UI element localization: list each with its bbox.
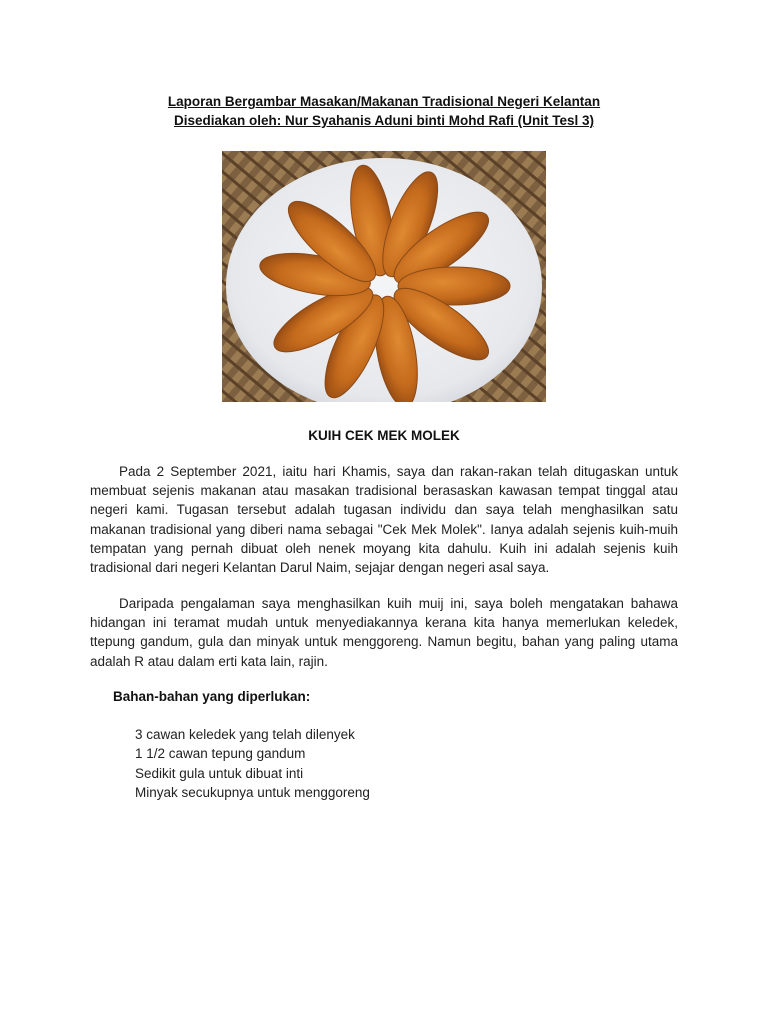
dish-title: KUIH CEK MEK MOLEK [308,428,460,443]
report-title: Laporan Bergambar Masakan/Makanan Tradisional Negeri Kelantan [167,94,601,109]
kuih-photo [222,151,546,402]
author-line: Disediakan oleh: Nur Syahanis Aduni binti Mohd Rafi (Unit Tesl 3) [173,113,595,128]
paragraph-experience: Daripada pengalaman saya menghasilkan kuih muij ini, saya boleh mengatakan bahawa hidangan ini teramat mudah untuk menyediakannya kerana kita hanya memerlukan keledek, ttepung gandum, gula dan minyak untuk menggoreng. Namun begitu, bahan yang paling utama adalah R atau dalam erti kata lain, rajin. [90,596,678,669]
ingredient-item: Minyak secukupnya untuk menggoreng [135,784,370,800]
ingredients-heading: Bahan-bahan yang diperlukan: [113,689,311,704]
ingredients-list [135,725,370,802]
paragraph-intro: Pada 2 September 2021, iaitu hari Khamis, saya dan rakan-rakan telah ditugaskan untuk membuat sejenis makanan atau masakan tradisional berasaskan kawasan tempat tinggal atau negeri kami. Tugasan tersebut adalah tugasan individu dan saya telah menghasilkan satu makanan tradisional yang diberi nama sebagai "Cek Mek Molek". Ianya adalah sejenis kuih-muih tempatan yang pernah dibuat oleh nenek moyang kita dahulu. Kuih ini adalah sejenis kuih tradisional dari negeri Kelantan Darul Naim, sejajar dengan negeri asal saya. [90,464,678,576]
ingredient-item: Sedikit gula untuk dibuat inti [135,765,304,781]
ingredient-item: 1 1/2 cawan tepung gandum [135,746,306,762]
ingredient-item: 3 cawan keledek yang telah dilenyek [135,727,355,742]
